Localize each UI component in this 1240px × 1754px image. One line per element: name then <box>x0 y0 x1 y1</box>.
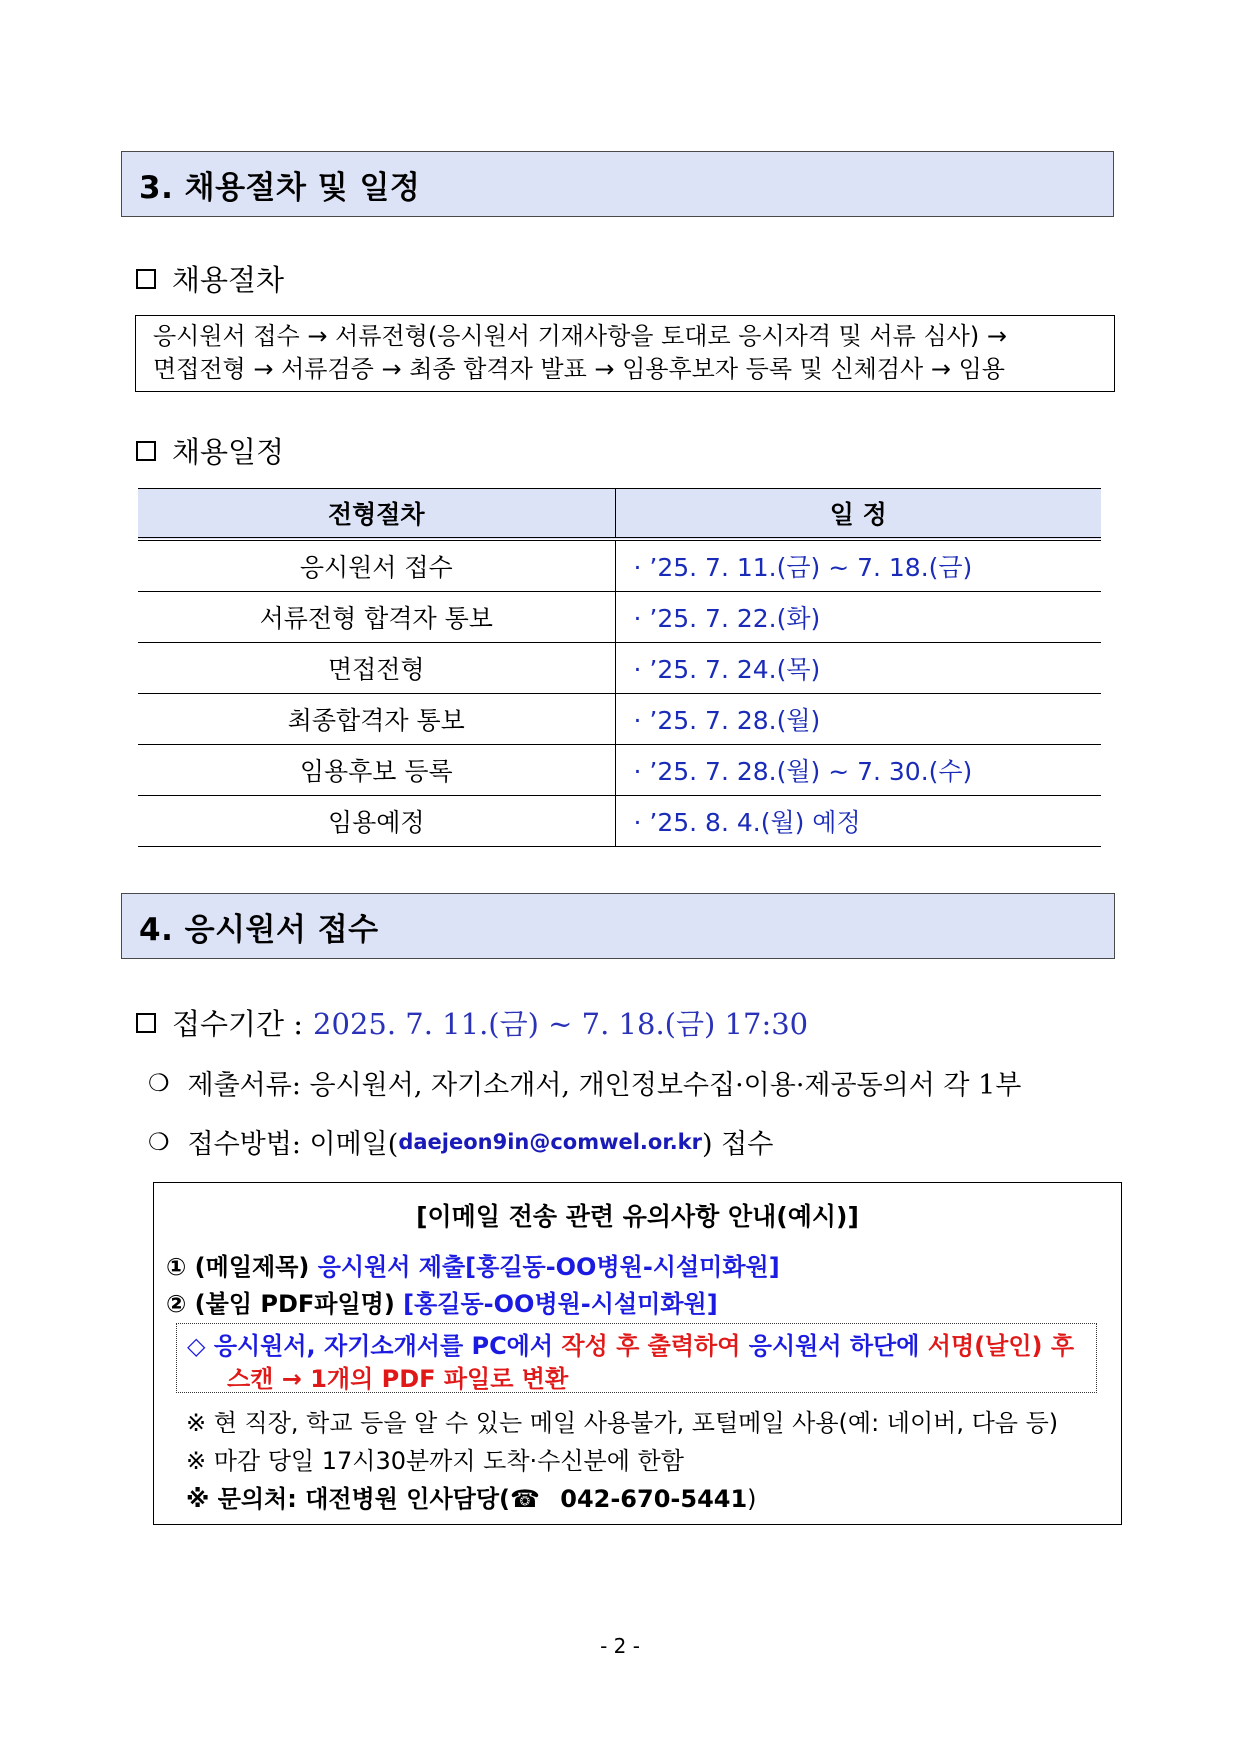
section-4-header <box>121 893 1115 959</box>
procedure-line-1: 응시원서 접수 → 서류전형(응시원서 기재사항을 토대로 응시자격 및 서류 심사) → <box>153 322 1007 350</box>
item1-label: ① (메일제목) <box>166 1253 310 1281</box>
section-3-header <box>121 151 1114 217</box>
page-number: - 2 - <box>600 1634 640 1658</box>
procedure-box <box>135 315 1115 392</box>
table-row <box>138 539 1101 592</box>
note-3 <box>186 1479 757 1514</box>
row-step: 최종합격자 통보 <box>138 694 615 745</box>
table-header-row <box>138 489 1101 540</box>
header-date: 일 정 <box>615 489 1101 540</box>
item2-label: ② (붙임 PDF파일명) <box>166 1290 395 1318</box>
section-3-title: 3. 채용절차 및 일정 <box>139 169 421 206</box>
phone-number: 042-670-5441 <box>560 1485 748 1513</box>
checkbox-icon <box>136 1013 156 1033</box>
instruction-line-1 <box>187 1326 1074 1361</box>
instruction-part-3: 응시원서 하단에 <box>748 1332 920 1360</box>
circle-bullet-icon: ❍ <box>148 1068 170 1097</box>
note3-close: ) <box>747 1485 757 1513</box>
circle-bullet-icon: ❍ <box>148 1127 170 1156</box>
row-date: · ’25. 7. 24.(목) <box>615 643 1101 694</box>
header-step: 전형절차 <box>138 489 615 540</box>
checkbox-icon <box>136 441 156 461</box>
row-date: · ’25. 7. 11.(금) ~ 7. 18.(금) <box>615 539 1101 592</box>
row-step: 응시원서 접수 <box>138 539 615 592</box>
table-row <box>138 745 1101 796</box>
row-step: 서류전형 합격자 통보 <box>138 592 615 643</box>
documents-text: 제출서류: 응시원서, 자기소개서, 개인정보수집·이용·제공동의서 각 1부 <box>187 1070 1022 1101</box>
row-date: · ’25. 8. 4.(월) 예정 <box>615 796 1101 847</box>
method-suffix: ) 접수 <box>702 1129 774 1160</box>
instruction-part-2: 작성 후 출력하여 <box>561 1332 741 1360</box>
procedure-heading-text: 채용절차 <box>172 263 285 297</box>
item1-value: 응시원서 제출[홍길동-OO병원-시설미화원] <box>317 1253 780 1281</box>
instruction-line-2: 스캔 → 1개의 PDF 파일로 변환 <box>227 1365 569 1393</box>
row-step: 면접전형 <box>138 643 615 694</box>
row-step: 임용예정 <box>138 796 615 847</box>
method-prefix: 접수방법: 이메일( <box>187 1129 399 1160</box>
note3-label: ※ 문의처: 대전병원 인사담당(☎ <box>186 1485 540 1513</box>
notice-title: [이메일 전송 관련 유의사항 안내(예시)] <box>416 1202 859 1231</box>
period-value: 2025. 7. 11.(금) ~ 7. 18.(금) 17:30 <box>313 1007 809 1041</box>
table-row <box>138 643 1101 694</box>
method-line <box>148 1122 773 1161</box>
row-date: · ’25. 7. 28.(월) ~ 7. 30.(수) <box>615 745 1101 796</box>
notice-item-1 <box>166 1247 780 1282</box>
instruction-part-1: ◇ 응시원서, 자기소개서를 PC에서 <box>187 1332 554 1360</box>
notice-item-2 <box>166 1284 718 1319</box>
application-period <box>136 1002 808 1043</box>
schedule-table <box>138 488 1101 847</box>
table-row <box>138 796 1101 847</box>
section-4-title: 4. 응시원서 접수 <box>139 911 379 948</box>
schedule-heading-text: 채용일정 <box>172 435 285 469</box>
procedure-line-2: 면접전형 → 서류검증 → 최종 합격자 발표 → 임용후보자 등록 및 신체검사 → 임용 <box>153 355 1005 383</box>
schedule-heading <box>136 430 284 471</box>
row-step: 임용후보 등록 <box>138 745 615 796</box>
instruction-box <box>176 1323 1097 1393</box>
procedure-heading <box>136 258 284 299</box>
checkbox-icon <box>136 269 156 289</box>
note-1: ※ 현 직장, 학교 등을 알 수 있는 메일 사용불가, 포털메일 사용(예: 네이버, 다음 등) <box>186 1409 1059 1437</box>
instruction-part-4: 서명(날인) 후 <box>927 1332 1075 1360</box>
table-row <box>138 694 1101 745</box>
period-label: 접수기간 : <box>172 1007 304 1041</box>
row-date: · ’25. 7. 28.(월) <box>615 694 1101 745</box>
item2-value: [홍길동-OO병원-시설미화원] <box>403 1290 718 1318</box>
email-notice-box <box>153 1182 1122 1525</box>
documents-line <box>148 1063 1021 1102</box>
table-row <box>138 592 1101 643</box>
note-2: ※ 마감 당일 17시30분까지 도착·수신분에 한함 <box>186 1447 684 1475</box>
email-link[interactable]: daejeon9in@comwel.or.kr <box>398 1129 703 1154</box>
row-date: · ’25. 7. 22.(화) <box>615 592 1101 643</box>
